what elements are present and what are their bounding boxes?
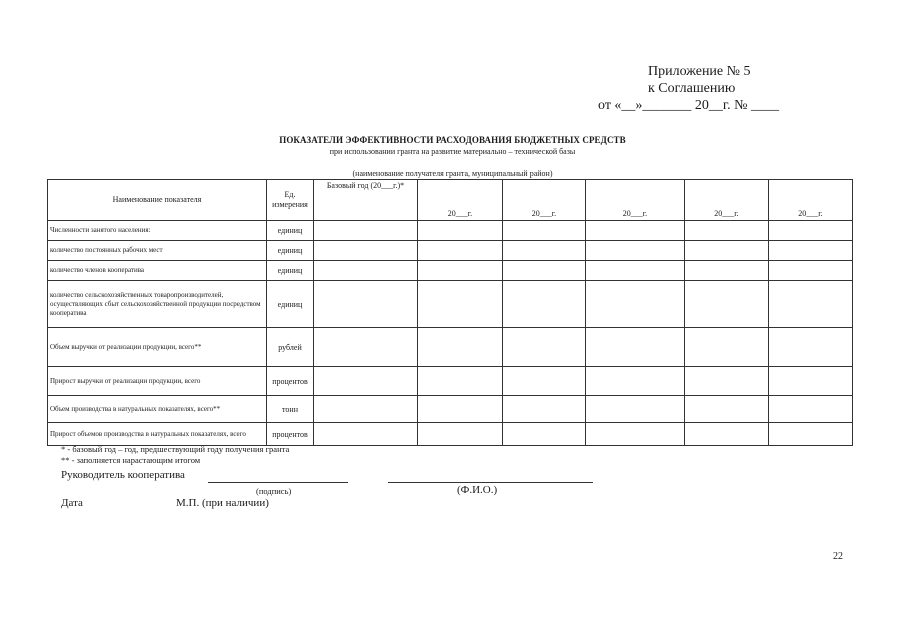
year-cell[interactable] [418, 396, 503, 423]
column-header-year-3: 20___г. [586, 180, 685, 221]
head-of-cooperative-label: Руководитель кооператива [61, 469, 185, 481]
year-cell[interactable] [418, 328, 503, 367]
year-cell[interactable] [418, 423, 503, 446]
table-row [48, 241, 853, 261]
indicator-unit: рублей [267, 328, 314, 367]
year-cell[interactable] [503, 261, 586, 281]
year-cell[interactable] [586, 261, 685, 281]
column-header-year-1: 20___г. [418, 180, 503, 221]
base-year-cell[interactable] [314, 396, 418, 423]
year-cell[interactable] [586, 367, 685, 396]
appendix-agreement: к Соглашению [648, 81, 736, 96]
table-row [48, 281, 853, 328]
table-row [48, 423, 853, 446]
indicator-unit: процентов [267, 423, 314, 446]
indicator-unit: единиц [267, 281, 314, 328]
year-cell[interactable] [685, 281, 769, 328]
indicator-name: Прирост выручки от реализации продукции, всего [48, 367, 267, 396]
year-cell[interactable] [685, 423, 769, 446]
year-cell[interactable] [685, 328, 769, 367]
document-subtitle: при использовании гранта на развитие материально – технической базы [329, 147, 576, 156]
recipient-caption: (наименование получателя гранта, муниципальный район) [352, 169, 553, 178]
footnote-cumulative: ** - заполняется нарастающим итогом [61, 455, 201, 465]
year-cell[interactable] [586, 396, 685, 423]
year-cell[interactable] [586, 221, 685, 241]
indicators-table [47, 179, 853, 446]
indicator-name: Прирост объемов производства в натуральных показателях, всего [48, 423, 267, 446]
indicator-name: Объем производства в натуральных показателях, всего** [48, 396, 267, 423]
indicator-unit: единиц [267, 261, 314, 281]
year-cell[interactable] [418, 221, 503, 241]
base-year-cell[interactable] [314, 281, 418, 328]
year-cell[interactable] [685, 396, 769, 423]
year-cell[interactable] [769, 221, 853, 241]
year-cell[interactable] [503, 328, 586, 367]
indicator-name: Численности занятого населения: [48, 221, 267, 241]
year-cell[interactable] [418, 281, 503, 328]
year-cell[interactable] [418, 241, 503, 261]
column-header-year-4: 20___г. [685, 180, 769, 221]
year-cell[interactable] [503, 241, 586, 261]
column-header-base-year: Базовый год (20___г.)* [314, 180, 418, 221]
year-cell[interactable] [769, 423, 853, 446]
table-row [48, 367, 853, 396]
appendix-number: Приложение № 5 [648, 64, 751, 79]
year-cell[interactable] [769, 261, 853, 281]
date-label: Дата [61, 497, 83, 509]
year-cell[interactable] [586, 241, 685, 261]
table-row [48, 328, 853, 367]
base-year-cell[interactable] [314, 367, 418, 396]
year-cell[interactable] [418, 261, 503, 281]
indicator-name: количество постоянных рабочих мест [48, 241, 267, 261]
year-cell[interactable] [769, 241, 853, 261]
year-cell[interactable] [503, 396, 586, 423]
signature-caption: (подпись) [256, 486, 292, 496]
year-cell[interactable] [503, 367, 586, 396]
column-header-year-5: 20___г. [769, 180, 853, 221]
stamp-label: М.П. (при наличии) [176, 497, 269, 509]
base-year-cell[interactable] [314, 221, 418, 241]
year-cell[interactable] [586, 328, 685, 367]
document-title: ПОКАЗАТЕЛИ ЭФФЕКТИВНОСТИ РАСХОДОВАНИЯ БЮДЖЕТНЫХ СРЕДСТВ [279, 135, 626, 145]
base-year-cell[interactable] [314, 241, 418, 261]
table-row [48, 221, 853, 241]
year-cell[interactable] [685, 221, 769, 241]
year-cell[interactable] [418, 367, 503, 396]
base-year-cell[interactable] [314, 423, 418, 446]
year-cell[interactable] [503, 423, 586, 446]
indicator-name: количество сельскохозяйственных товаропроизводителей, осуществляющих сбыт сельскохозяйственной продукции посредством кооператива [48, 281, 267, 328]
year-cell[interactable] [769, 396, 853, 423]
base-year-cell[interactable] [314, 328, 418, 367]
column-header-name: Наименование показателя [48, 180, 267, 221]
indicator-name: Объем выручки от реализации продукции, всего** [48, 328, 267, 367]
indicator-unit: процентов [267, 367, 314, 396]
year-cell[interactable] [586, 423, 685, 446]
year-cell[interactable] [503, 221, 586, 241]
table-row [48, 396, 853, 423]
year-cell[interactable] [769, 328, 853, 367]
table-row [48, 261, 853, 281]
signature-line[interactable] [208, 482, 348, 483]
year-cell[interactable] [685, 241, 769, 261]
fio-caption: (Ф.И.О.) [457, 484, 498, 496]
page-number: 22 [833, 551, 843, 562]
year-cell[interactable] [586, 281, 685, 328]
table-header-row [48, 180, 853, 221]
fio-line[interactable] [388, 482, 593, 483]
year-cell[interactable] [685, 261, 769, 281]
indicator-unit: тонн [267, 396, 314, 423]
year-cell[interactable] [685, 367, 769, 396]
indicator-name: количество членов кооператива [48, 261, 267, 281]
footnote-base-year: * - базовый год – год, предшествующий году получения гранта [61, 444, 290, 454]
year-cell[interactable] [503, 281, 586, 328]
column-header-year-2: 20___г. [503, 180, 586, 221]
indicator-unit: единиц [267, 221, 314, 241]
year-cell[interactable] [769, 367, 853, 396]
column-header-unit: Ед. измерения [267, 180, 314, 221]
year-cell[interactable] [769, 281, 853, 328]
indicator-unit: единиц [267, 241, 314, 261]
appendix-date-number: от «__»_______ 20__г. № ____ [598, 98, 779, 113]
base-year-cell[interactable] [314, 261, 418, 281]
